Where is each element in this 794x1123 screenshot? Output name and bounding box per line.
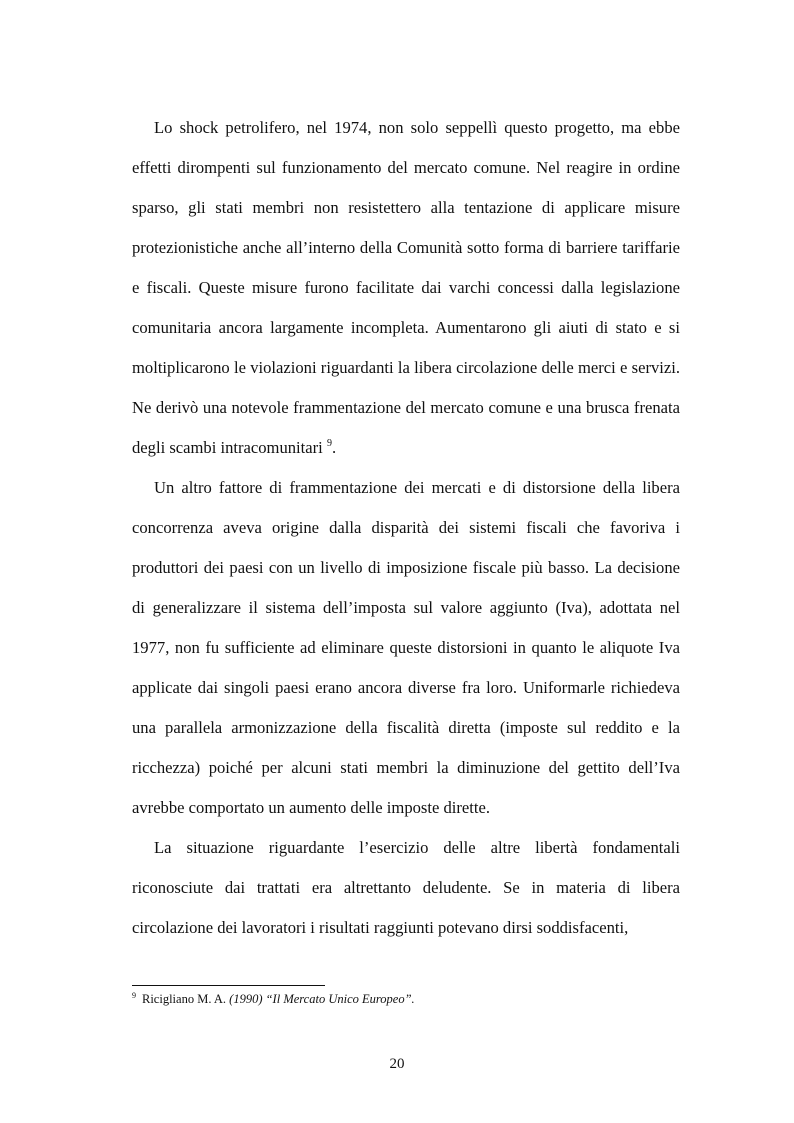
- footnote-citation: (1990) “Il Mercato Unico Europeo”.: [229, 992, 415, 1006]
- footnote-author: Ricigliano M. A.: [142, 992, 227, 1006]
- footnote-reference[interactable]: 9: [326, 438, 332, 449]
- body-text: [132, 108, 680, 948]
- footnote-divider: [132, 985, 325, 986]
- page-number: 20: [389, 1056, 405, 1072]
- footnote-number: 9: [132, 991, 136, 1000]
- paragraph-fundamental-freedoms: La situazione riguardante l’esercizio delle altre libertà fondamentali riconosciute dai trattati era altrettanto deludente. Se in materia di libera circolazione dei lavoratori i risultati raggiunti potevano dirsi soddisfacenti,: [132, 838, 680, 937]
- paragraph-oil-shock: Lo shock petrolifero, nel 1974, non solo seppellì questo progetto, ma ebbe effetti dirompenti sul funzionamento del mercato comune. Nel reagire in ordine sparso, gli stati membri non resistettero alla tentazione di applicare misure protezionistiche anche all’interno della Comunità sotto forma di barriere tariffarie e fiscali. Queste misure furono facilitate dai varchi concessi dalla legislazione comunitaria ancora largamente incompleta. Aumentarono gli aiuti di stato e si moltiplicarono le violazioni riguardanti la libera circolazione delle merci e servizi. Ne derivò una notevole frammentazione del mercato comune e una brusca frenata degli scambi intracomunitari $^9$.: [132, 118, 680, 457]
- paragraph-fiscal-fragmentation: Un altro fattore di frammentazione dei mercati e di distorsione della libera concorrenza aveva origine dalla disparità dei sistemi fiscali che favoriva i produttori dei paesi con un livello di imposizione fiscale più basso. La decisione di generalizzare il sistema dell’imposta sul valore aggiunto (Iva), adottata nel 1977, non fu sufficiente ad eliminare queste distorsioni in quanto le aliquote Iva applicate dai singoli paesi erano ancora diverse fra loro. Uniformarle richiedeva una parallela armonizzazione della fiscalità diretta (imposte sul reddito e la ricchezza) poiché per alcuni stati membri la diminuzione del gettito dell’Iva avrebbe comportato un aumento delle imposte dirette.: [132, 478, 680, 817]
- footnote: [132, 991, 680, 1007]
